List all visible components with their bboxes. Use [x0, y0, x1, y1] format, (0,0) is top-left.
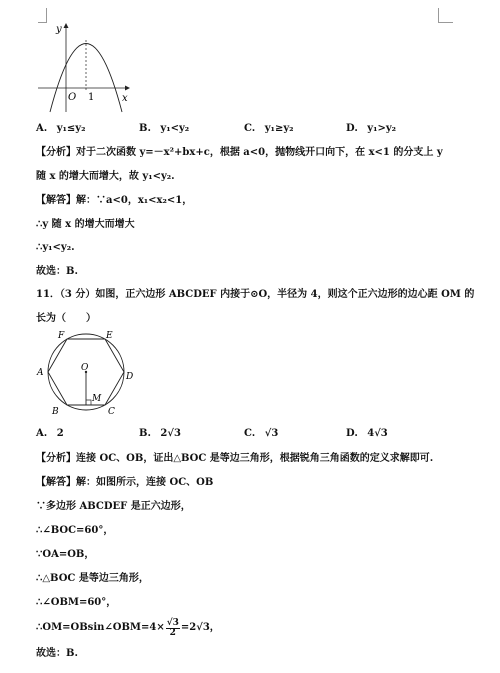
label-c: C: [108, 407, 115, 417]
q10-option-b-letter: B.: [139, 123, 151, 134]
label-b: B: [52, 407, 59, 417]
q11-option-c-letter: C.: [244, 428, 256, 439]
q10-solution-line-2: ∴y 随 x 的增大而增大: [36, 219, 135, 230]
q10-option-c-letter: C.: [244, 123, 256, 134]
q11-solution-line-3: ∴∠BOC=60°，: [36, 525, 114, 536]
q11-stem-line-1: 11．（3 分）如图，正六边形 ABCDEF 内接于⊙O，半径为 4，则这个正六边形的边心距 OM 的: [36, 289, 475, 300]
q10-option-c: [244, 124, 294, 134]
q10-option-c-text: y₁≥y₂: [264, 123, 294, 134]
label-f: F: [58, 331, 65, 341]
q10-analysis-tag: 【分析】: [36, 147, 76, 158]
q11-option-c-text: √3: [264, 428, 279, 439]
q10-solution-tag: 【解答】: [36, 195, 76, 206]
q10-option-d-text: y₁>y₂: [367, 123, 397, 134]
q11-analysis-text: 连接 OC、OB，证出△BOC 是等边三角形，根据锐角三角函数的定义求解即可.: [76, 453, 434, 464]
hexagon-circle-figure: [34, 330, 144, 420]
label-a: A: [37, 368, 44, 378]
parabola-graph: [36, 20, 136, 115]
q10-option-b-text: y₁<y₂: [160, 123, 190, 134]
q11-solution-tag: 【解答】: [36, 477, 76, 488]
q11-solution-line-6: ∴∠OBM=60°，: [36, 597, 117, 608]
tick-label-1: 1: [88, 92, 95, 103]
q10-option-a: [36, 124, 86, 134]
label-e: E: [106, 331, 113, 341]
q11-option-a: [36, 429, 64, 439]
q11-option-b: [139, 429, 181, 439]
label-d: D: [126, 372, 134, 382]
fraction: [166, 619, 180, 638]
q11-solution-line-4: ∵OA=OB，: [36, 549, 95, 560]
q11-solution-text-1: 解：如图所示，连接 OC、OB: [76, 477, 214, 488]
q10-option-d: [346, 124, 396, 134]
q10-option-d-letter: D.: [346, 123, 358, 134]
x-axis-arrow: [125, 86, 130, 91]
q10-option-a-text: y₁≤y₂: [56, 123, 86, 134]
q10-solution-line-3: ∴y₁<y₂.: [36, 242, 75, 253]
q10-solution-text-1: 解：∵a<0，x₁<x₂<1，: [76, 195, 193, 206]
q11-option-b-text: 2√3: [160, 428, 181, 439]
q11-stem-line-2: 长为（ ）: [36, 313, 96, 324]
right-angle-mark: [86, 400, 91, 405]
q10-option-a-letter: A.: [36, 123, 48, 134]
q11-solution-text-7b: =2√3，: [180, 622, 220, 633]
fraction-numerator: √3: [166, 617, 179, 628]
q10-solution-line-1: [36, 196, 192, 206]
q11-option-a-text: 2: [56, 428, 64, 439]
y-axis-arrow: [64, 23, 69, 28]
q11-solution-line-5: ∴△BOC 是等边三角形，: [36, 573, 149, 584]
q11-answer: 故选：B.: [36, 648, 78, 659]
q10-analysis-text-1: 对于二次函数 y=－x²+bx+c，根据 a<0，抛物线开口向下，在 x<1 的分支上 y: [76, 147, 443, 158]
label-m: M: [92, 394, 102, 404]
q11-option-c: [244, 429, 278, 439]
q10-analysis-line-2: 随 x 的增大而增大，故 y₁<y₂.: [36, 171, 175, 182]
fraction-denominator: 2: [169, 627, 176, 638]
label-o: O: [81, 363, 89, 373]
x-axis-label: x: [122, 93, 128, 104]
q11-analysis: [36, 454, 433, 464]
y-axis-label: y: [56, 24, 62, 35]
q11-option-d: [346, 429, 388, 439]
q10-answer: 故选：B.: [36, 266, 78, 277]
q11-option-d-letter: D.: [346, 428, 358, 439]
q11-option-b-letter: B.: [139, 428, 151, 439]
q11-option-d-text: 4√3: [367, 428, 388, 439]
q11-option-a-letter: A.: [36, 428, 48, 439]
corner-mark-top-right: [438, 8, 453, 23]
q10-option-b: [139, 124, 189, 134]
origin-label: O: [68, 92, 77, 103]
q10-analysis-line-1: [36, 148, 443, 158]
q11-analysis-tag: 【分析】: [36, 453, 76, 464]
q11-solution-line-7: [36, 615, 220, 641]
q11-solution-line-1: [36, 478, 213, 488]
q11-solution-line-2: ∵多边形 ABCDEF 是正六边形，: [36, 501, 191, 512]
q11-solution-text-7a: ∴OM=OBsin∠OBM=4×: [36, 622, 165, 633]
